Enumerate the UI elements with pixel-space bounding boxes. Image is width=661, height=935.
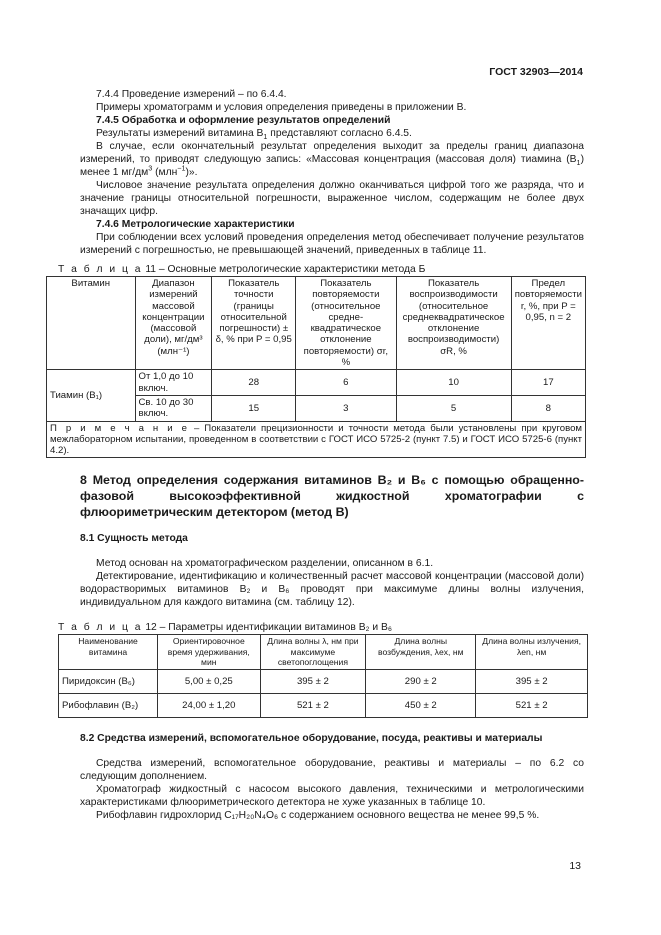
cell-reproducibility: 5 [396,395,511,421]
table-row [59,693,588,717]
cell-emission: 521 ± 2 [476,693,588,717]
paragraph-8-1-a: Метод основан на хроматографическом разделении, описанном в 6.1. [96,558,434,570]
cell-retention: 24,00 ± 1,20 [157,693,260,717]
paragraph-7-4-4: 7.4.4 Проведение измерений – по 6.4.4. [96,89,287,100]
table-11-caption: Т а б л и ц а 11 – Основные метрологические характеристики метода Б [58,264,426,275]
cell-wavelength: 395 ± 2 [260,669,366,693]
page-content [50,88,584,822]
cell-accuracy: 15 [212,395,296,421]
paragraph-examples: Примеры хроматограмм и условия определения приведены в приложении В. [96,102,467,113]
cell-vitamin-name: Пиридоксин (В₆) [59,669,158,693]
cell-vitamin-name: Рибофлавин (В₂) [59,693,158,717]
heading-7-4-5: 7.4.5 Обработка и оформление результатов определений [96,115,391,126]
table-11-note: П р и м е ч а н и е – Показатели прецизионности и точности метода были установлены при круговом межлабораторном испытании, проведенном в соответствии с ГОСТ ИСО 5725-2 (пункт 7.5) и ГОСТ ИСО 5725-6 (пункт 4.2). [47,421,586,458]
table-12 [58,634,588,718]
paragraph-out-of-range: В случае, если окончательный результат определения выходит за пределы границ диапазона измерений, то приводят следующую запись: «Массовая концентрация (массовая доля) тиамина $(В_1)$ менее 1 $мг/дм^3$ (млн$^{-1}$)». [80,141,584,178]
heading-7-4-6: 7.4.6 Метрологические характеристики [96,219,295,230]
paragraph-8-2-b: Хроматограф жидкостный с насосом высокого давления, техническими и метрологическими характеристиками флюориметрического детектора не хуже указанных в таблице 10. [80,783,584,808]
cell-excitation: 290 ± 2 [366,669,476,693]
col-excitation: Длина волны возбуждения, λex, нм [366,635,476,670]
section-8-title: 8 Метод определения содержания витаминов В₂ и В₆ с помощью обращенно-фазовой высокоэффективной жидкостной хроматографии с флюориметрическим детектором (метод В) [80,473,584,520]
cell-limit: 17 [511,370,585,396]
cell-repeatability: 3 [296,395,396,421]
table-11-note-row [47,421,586,458]
col-vitamin-name: Наименование витамина [59,635,158,670]
page-number: 13 [569,860,581,872]
col-vitamin: Витамин [47,277,136,370]
col-retention: Ориентировочное время удерживания, мин [157,635,260,670]
col-repeatability: Показатель повторяемости (относительное средне-квадратическое отклонение повторяемости) σr, % [296,277,396,370]
table-12-caption: Т а б л и ц а 12 – Параметры идентификации витаминов В₂ и В₆ [58,622,393,634]
heading-8-2: 8.2 Средства измерений, вспомогательное оборудование, посуда, реактивы и материалы [80,732,543,744]
cell-accuracy: 28 [212,370,296,396]
col-repeat-limit: Предел повторяемости r, %, при P = 0,95, n = 2 [511,277,585,370]
col-accuracy: Показатель точности (границы относительной погрешности) ± δ, % при P = 0,95 [212,277,296,370]
table-11-header-row [47,277,586,370]
table-row [47,370,586,396]
paragraph-numeric-value: Числовое значение результата определения должно оканчиваться цифрой того же разряда, что и значение границы относительной погрешности, выраженное числом, содержащим не более двух значащих цифр. [80,180,584,217]
cell-repeatability: 6 [296,370,396,396]
cell-limit: 8 [511,395,585,421]
paragraph-observe-conditions: При соблюдении всех условий проведения определения метод обеспечивает получение результатов измерений с погрешностью, не превышающей значений, приведенных в таблице 11. [80,232,584,256]
gost-code-header: ГОСТ 32903—2014 [489,66,583,78]
col-emission: Длина волны излучения, λen, нм [476,635,588,670]
cell-reproducibility: 10 [396,370,511,396]
paragraph-8-2-a: Средства измерений, вспомогательное оборудование, реактивы и материалы – по 6.2 со следующим дополнением. [80,757,584,782]
cell-range: Св. 10 до 30 включ. [135,395,212,421]
col-wavelength: Длина волны λ, нм при максимуме светопоглощения [260,635,366,670]
cell-wavelength: 521 ± 2 [260,693,366,717]
cell-range: От 1,0 до 10 включ. [135,370,212,396]
cell-excitation: 450 ± 2 [366,693,476,717]
col-range: Диапазон измерений массовой концентрации (массовой доли), мг/дм³ (млн⁻¹) [135,277,212,370]
heading-8-1: 8.1 Сущность метода [80,533,188,545]
table-11 [46,276,586,458]
paragraph-8-2-c: Рибофлавин гидрохлорид C₁₇H₂₀N₄O₆ с содержанием основного вещества не менее 99,5 %. [96,809,540,821]
cell-retention: 5,00 ± 0,25 [157,669,260,693]
cell-emission: 395 ± 2 [476,669,588,693]
cell-vitamin-name: Тиамин (В₁) [47,370,136,421]
table-12-header-row [59,635,588,670]
table-row [59,669,588,693]
col-reproducibility: Показатель воспроизводимости (относительное среднеквадратическое отклонение воспроизводимости) σR, % [396,277,511,370]
paragraph-8-1-b: Детектирование, идентификацию и количественный расчет массовой концентрации (массовой доли) водорастворимых витаминов В₂ и В₆ проводят при максимуме длины волны излучения, индивидуальном для каждого витамина (см. таблицу 12). [80,571,584,609]
paragraph-results: Результаты измерений витамина $В_1$ представляют согласно 6.4.5. [96,128,412,142]
